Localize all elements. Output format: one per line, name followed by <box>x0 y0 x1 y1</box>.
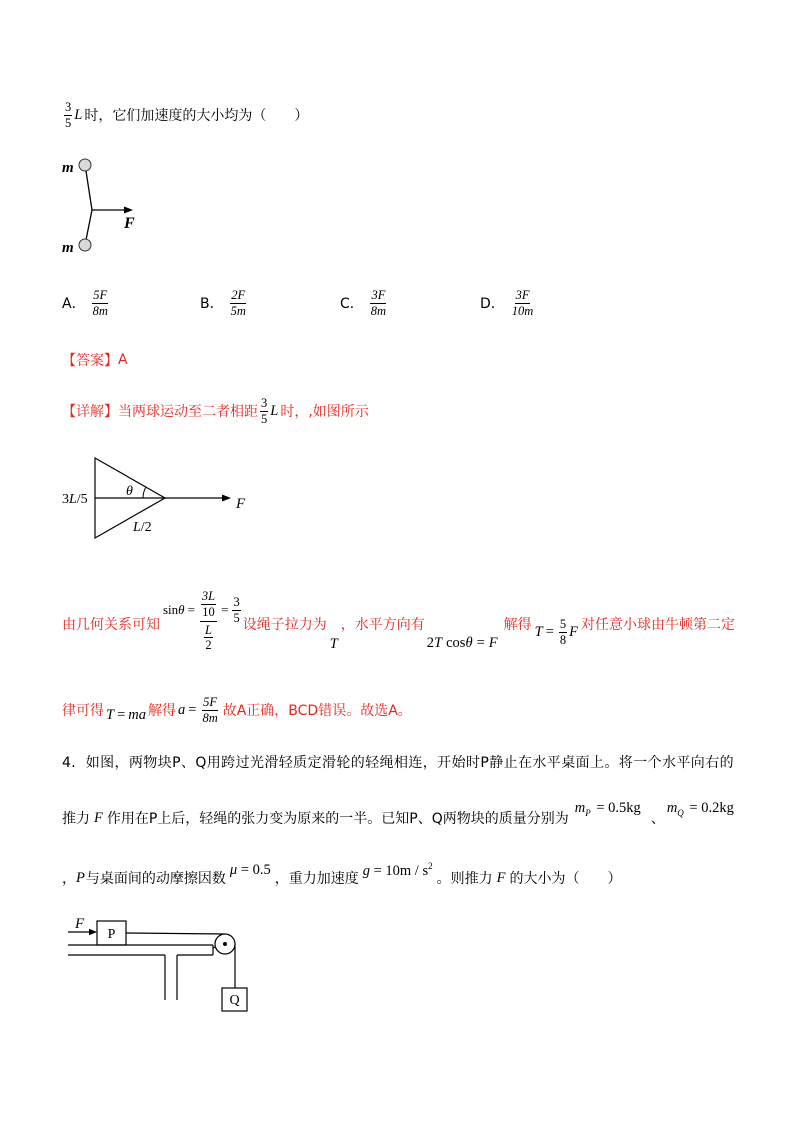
force-symbol-2: F <box>569 623 578 640</box>
accel-frac-num: 5F <box>203 694 218 709</box>
q3-stem-line <box>62 99 309 130</box>
detail-text-before: 当两球运动至二者相距 <box>118 404 258 420</box>
tension-frac-num: 5 <box>559 616 567 631</box>
q4-force-symbol: F <box>94 809 103 826</box>
answer-value: A <box>118 352 128 368</box>
figure1-force-label: F <box>124 215 135 232</box>
mass-p-value: = 0.5kg <box>596 800 641 817</box>
inner-bottom-num: L <box>205 622 212 637</box>
equals-sign: = <box>187 602 195 617</box>
option-a-fraction <box>92 288 109 319</box>
deriv1-text-5: 对任意小球由牛顿第二定 <box>581 617 735 633</box>
mu-symbol: μ <box>229 861 238 878</box>
tension-symbol: T <box>329 635 338 652</box>
option-d-num: 3F <box>515 287 530 302</box>
rope-horizontal <box>126 933 225 934</box>
derivation-line-1 <box>62 589 735 653</box>
figure3-arrowhead <box>89 929 97 935</box>
sin-theta-equation <box>163 578 243 653</box>
acceleration-result <box>178 695 221 726</box>
result-den: 5 <box>233 610 240 625</box>
option-c <box>340 287 389 318</box>
q4-line-3b: 与桌面间的动摩擦因数 <box>85 871 226 887</box>
option-a-den: 8m <box>92 303 108 318</box>
detail-fraction <box>260 396 268 427</box>
option-c-num: 3F <box>371 287 386 302</box>
option-b-letter: B． <box>200 296 224 312</box>
pulley-axle <box>223 942 227 946</box>
figure2-side-label <box>62 492 88 507</box>
tension-result <box>535 617 578 648</box>
deriv2-text-2: 解得 <box>148 703 176 719</box>
accel-fraction <box>201 695 218 726</box>
q3-var-L: L <box>74 106 83 123</box>
q4-line-3c: ，重力加速度 <box>274 871 359 887</box>
newton-T: T <box>106 706 115 723</box>
mass-q <box>667 800 734 818</box>
option-c-den: 8m <box>370 303 387 318</box>
force-symbol: F <box>488 634 498 651</box>
option-b-den: 5m <box>230 303 246 318</box>
tension-fraction <box>559 617 567 648</box>
gravity-acceleration <box>363 861 433 880</box>
newton-ma: ma <box>128 706 146 723</box>
nested-fraction-denominator <box>203 622 214 654</box>
tension-symbol-3: T <box>534 623 543 640</box>
option-b <box>200 287 249 318</box>
figure1-mass-bottom-label: m <box>62 240 74 256</box>
option-b-fraction <box>230 288 247 319</box>
q4-line-3a: ， <box>62 871 76 887</box>
g-superscript: 2 <box>428 860 433 871</box>
coef-two: 2 <box>426 634 435 651</box>
q4-line-2 <box>62 800 734 830</box>
figure1-ball-bottom <box>79 239 91 251</box>
deriv2-text-3: 故A正确，BCD错误。故选A。 <box>222 703 412 719</box>
tension-frac-den: 8 <box>559 632 567 647</box>
option-d-fraction <box>511 288 535 319</box>
figure1-ball-top <box>79 159 91 171</box>
inner-top-den: 10 <box>202 604 215 619</box>
option-d <box>480 287 536 318</box>
friction-coefficient <box>230 862 271 879</box>
figure2-edge-label <box>132 520 152 535</box>
figure2-force-label: F <box>236 496 246 512</box>
figure1-mass-top-label: m <box>62 160 74 176</box>
theta-symbol-2: θ <box>465 634 473 651</box>
deriv1-text-3: ，水平方向有 <box>340 617 425 633</box>
figure-triangle <box>55 450 255 545</box>
detail-text-after: 时，,如图所示 <box>280 404 369 420</box>
figure2-side-label-b: L <box>69 492 77 507</box>
figure2-edge-label-b: /2 <box>140 520 152 535</box>
result-fraction <box>232 595 240 626</box>
detail-frac-num: 3 <box>261 395 268 410</box>
detail-frac-den: 5 <box>261 411 268 426</box>
equals-sign-4: = <box>545 623 554 640</box>
figure2-side-label-c: /5 <box>76 492 88 507</box>
option-d-den: 10m <box>511 303 534 318</box>
mass-q-sub: Q <box>677 807 684 818</box>
nested-fraction-numerator <box>200 589 217 622</box>
option-d-letter: D． <box>480 296 505 312</box>
mu-value: = 0.5 <box>240 861 271 878</box>
q3-fraction <box>64 100 72 131</box>
detail-var-L: L <box>270 402 279 419</box>
q4-p-symbol: P <box>76 869 85 886</box>
q3-frac-den: 5 <box>65 115 72 130</box>
option-c-fraction <box>370 288 387 319</box>
option-a-letter: A． <box>62 296 86 312</box>
q4-line-1 <box>62 750 734 774</box>
figure2-side-label-a: 3 <box>62 492 69 507</box>
nested-fraction <box>200 589 217 653</box>
result-num: 3 <box>233 594 240 609</box>
inner-bottom-den: 2 <box>205 638 212 653</box>
equals-sign-3: = <box>476 634 485 651</box>
detail-line <box>62 395 369 426</box>
block-p-label: P <box>107 927 116 942</box>
detail-tag: 【详解】 <box>62 404 118 420</box>
answer-tag: 【答案】 <box>62 353 118 369</box>
figure2-edge-label-a: L <box>133 520 141 535</box>
tension-symbol-2: T <box>434 634 443 651</box>
figure2-arrowhead <box>222 495 231 502</box>
figure1-rod-top <box>86 171 92 210</box>
q4-line-2a: 推力 <box>62 811 90 827</box>
inner-fraction-top <box>201 589 216 620</box>
deriv1-text-1: 由几何关系可知 <box>62 617 160 633</box>
figure-pulley-system <box>60 915 260 1015</box>
mass-p-m: m <box>574 800 586 817</box>
option-c-letter: C． <box>340 296 364 312</box>
deriv2-text-1: 律可得 <box>62 703 104 719</box>
option-a <box>62 287 111 318</box>
figure3-force-label: F <box>75 916 85 932</box>
option-a-num: 5F <box>93 287 108 302</box>
equals-sign-2: = <box>221 602 229 617</box>
q3-stem-text: 时，它们加速度的大小均为（ ） <box>84 108 309 124</box>
accel-frac-den: 8m <box>202 710 218 725</box>
q4-line-3d: 。则推力 <box>436 871 493 887</box>
q4-line-3e: 的大小为（ ） <box>509 871 622 887</box>
mass-p-sub: P <box>585 807 591 818</box>
q4-line-2b: 作用在P上后，轻绳的张力变为原来的一半。已知P、Q两物块的质量分别为 <box>106 811 569 827</box>
g-symbol: g <box>362 862 370 879</box>
figure1-rod-bottom <box>86 210 92 240</box>
mass-q-m: m <box>666 800 678 817</box>
q3-frac-num: 3 <box>65 99 72 114</box>
mass-q-value: = 0.2kg <box>689 800 734 817</box>
block-q-label: Q <box>229 993 240 1008</box>
q4-line-3 <box>62 860 622 890</box>
theta-symbol: θ <box>178 602 185 617</box>
deriv1-text-2: 设绳子拉力为 <box>242 617 327 633</box>
newton-equation <box>106 707 146 724</box>
sin-label: sin <box>163 602 179 617</box>
option-b-num: 2F <box>231 287 246 302</box>
mass-p <box>575 800 641 818</box>
q4-force-symbol-2: F <box>496 869 506 886</box>
derivation-line-2 <box>62 694 412 725</box>
q4-separator: 、 <box>650 811 665 827</box>
accel-a: a <box>178 701 186 718</box>
newton-equals: = <box>117 706 126 723</box>
accel-equals: = <box>188 701 197 718</box>
inner-fraction-bottom <box>204 623 213 654</box>
figure1-arrowhead <box>124 207 133 214</box>
horizontal-equation <box>427 635 498 652</box>
g-value: = 10m / s <box>373 862 429 879</box>
cos-label: cos <box>446 634 466 651</box>
figure2-angle-arc <box>143 487 146 498</box>
figure-two-balls <box>55 150 145 260</box>
inner-top-num: 3L <box>201 589 216 603</box>
figure2-angle-label: θ <box>126 484 133 499</box>
q4-line-1-text: 4．如图，两物块P、Q用跨过光滑轻质定滑轮的轻绳相连，开始时P静止在水平桌面上。将一个水平向右的 <box>62 755 735 771</box>
deriv1-text-4: 解得 <box>503 617 532 633</box>
answer-line <box>62 348 128 372</box>
